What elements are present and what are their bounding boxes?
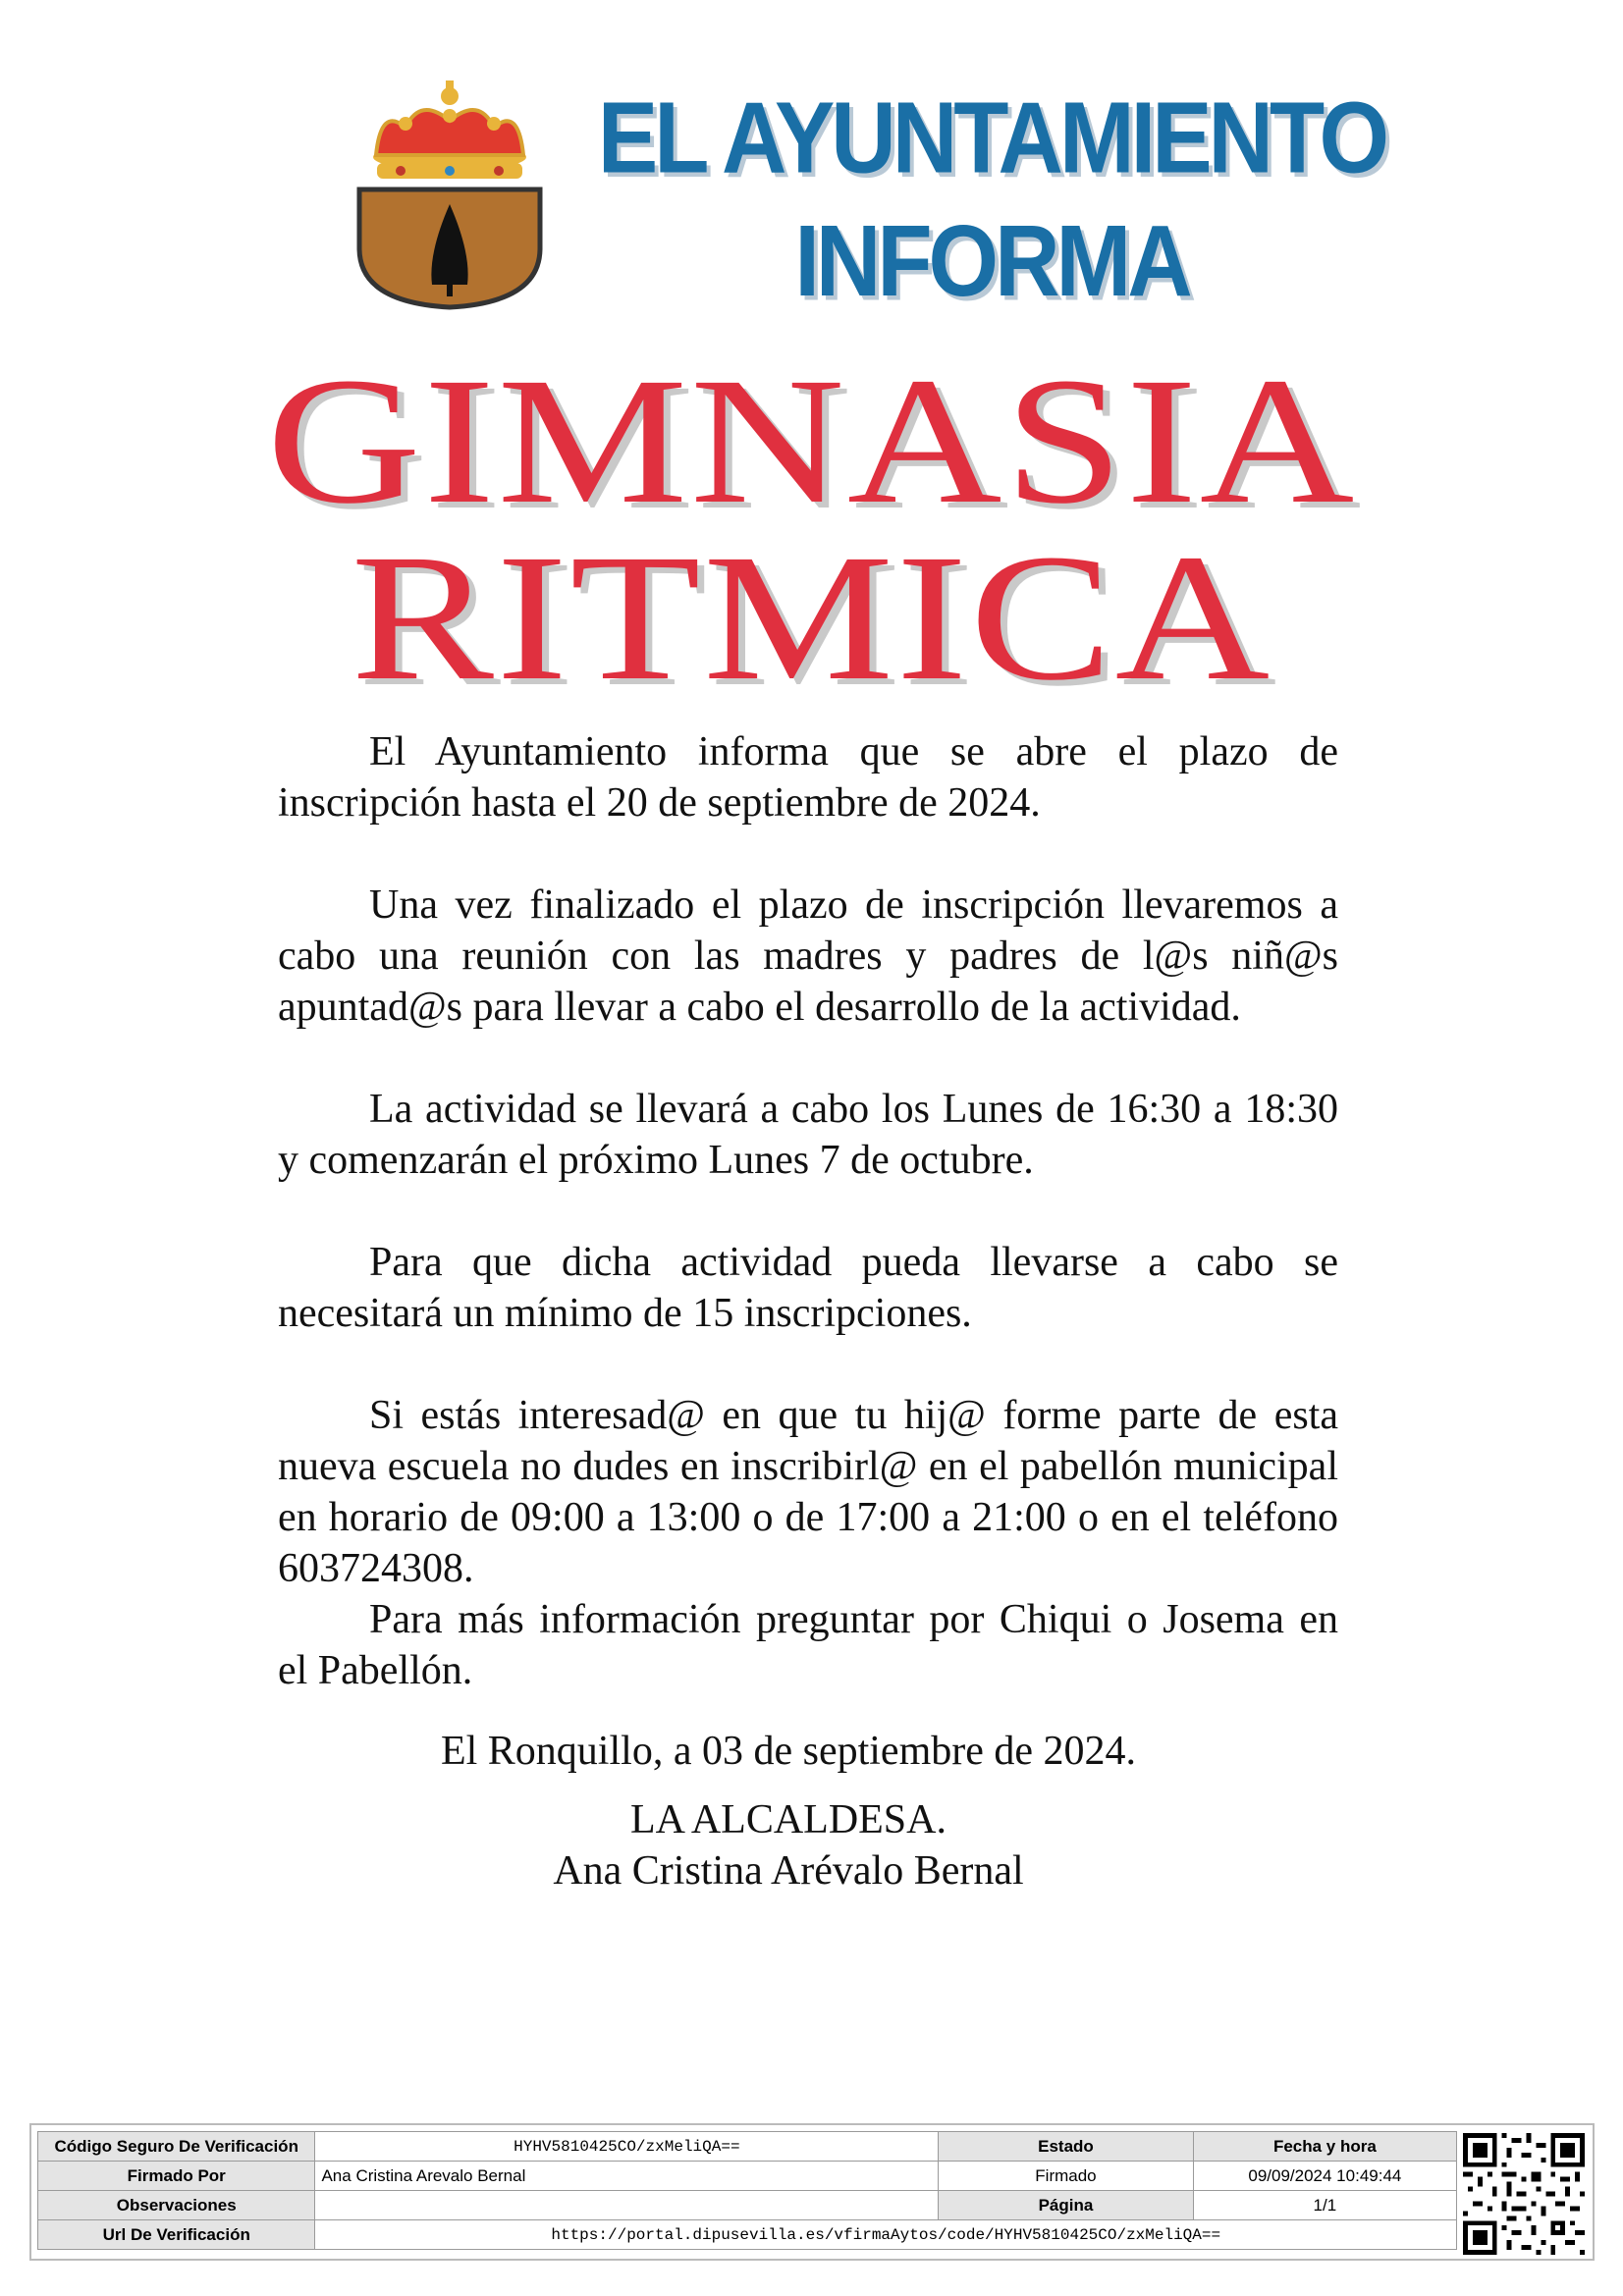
estado-value: Firmado (939, 2162, 1194, 2191)
qr-code-icon[interactable] (1463, 2133, 1585, 2255)
observaciones-label: Observaciones (38, 2191, 315, 2220)
verification-table (37, 2131, 1457, 2250)
verification-box (29, 2123, 1595, 2261)
table-row (38, 2220, 1457, 2250)
header-line-2: INFORMA (794, 205, 1189, 318)
csv-value: HYHV5810425CO/zxMeliQA== (315, 2132, 939, 2162)
url-label: Url De Verificación (38, 2220, 315, 2250)
main-title (0, 341, 1623, 719)
fecha-value: 09/09/2024 10:49:44 (1193, 2162, 1456, 2191)
fecha-label: Fecha y hora (1193, 2132, 1456, 2162)
table-row (38, 2132, 1457, 2162)
paragraph-contact: Para más información preguntar por Chiqui o Josema en el Pabellón. (278, 1597, 1338, 1693)
title-line-2: RITMICA (351, 517, 1272, 719)
observaciones-value (315, 2191, 939, 2220)
verification-url-link[interactable]: https://portal.dipusevilla.es/vfirmaAytos/code/HYHV5810425CO/zxMeliQA== (315, 2220, 1457, 2250)
notice-body (278, 726, 1338, 1896)
paragraph-meeting: Una vez finalizado el plazo de inscripción llevaremos a cabo una reunión con las madres y padres de l@s niñ@s apuntad@s para llevar a cabo el desarrollo de la actividad. (278, 882, 1338, 1030)
paragraph-schedule: La actividad se llevará a cabo los Lunes de 16:30 a 18:30 y comenzarán el próximo Lunes 7 de octubre. (278, 1087, 1338, 1183)
csv-label: Código Seguro De Verificación (38, 2132, 315, 2162)
firmado-value: Ana Cristina Arevalo Bernal (315, 2162, 939, 2191)
header-line-1: EL AYUNTAMIENTO (597, 81, 1386, 194)
paragraph-minimum: Para que dicha actividad pueda llevarse a cabo se necesitará un mínimo de 15 inscripciones. (278, 1240, 1338, 1336)
estado-label: Estado (939, 2132, 1194, 2162)
title-line-1: GIMNASIA (266, 341, 1357, 542)
firmado-label: Firmado Por (38, 2162, 315, 2191)
paragraph-deadline: El Ayuntamiento informa que se abre el plazo de inscripción hasta el 20 de septiembre de 2024. (278, 729, 1338, 826)
table-row (38, 2162, 1457, 2191)
signer-role: LA ALCALDESA. (629, 1797, 947, 1842)
signer-name: Ana Cristina Arévalo Bernal (553, 1848, 1024, 1894)
header-title (550, 77, 1434, 323)
pagina-label: Página (939, 2191, 1194, 2220)
paragraph-registration: Si estás interesad@ en que tu hij@ forme parte de esta nueva escuela no dudes en inscribirl@ en el pabellón municipal en horario de 09:00 a 13:00 o de 17:00 a 21:00 o en el teléfono 603724308. (278, 1393, 1338, 1591)
coat-of-arms-icon (322, 67, 577, 317)
pagina-value: 1/1 (1193, 2191, 1456, 2220)
place-date: El Ronquillo, a 03 de septiembre de 2024. (440, 1729, 1137, 1774)
table-row (38, 2191, 1457, 2220)
